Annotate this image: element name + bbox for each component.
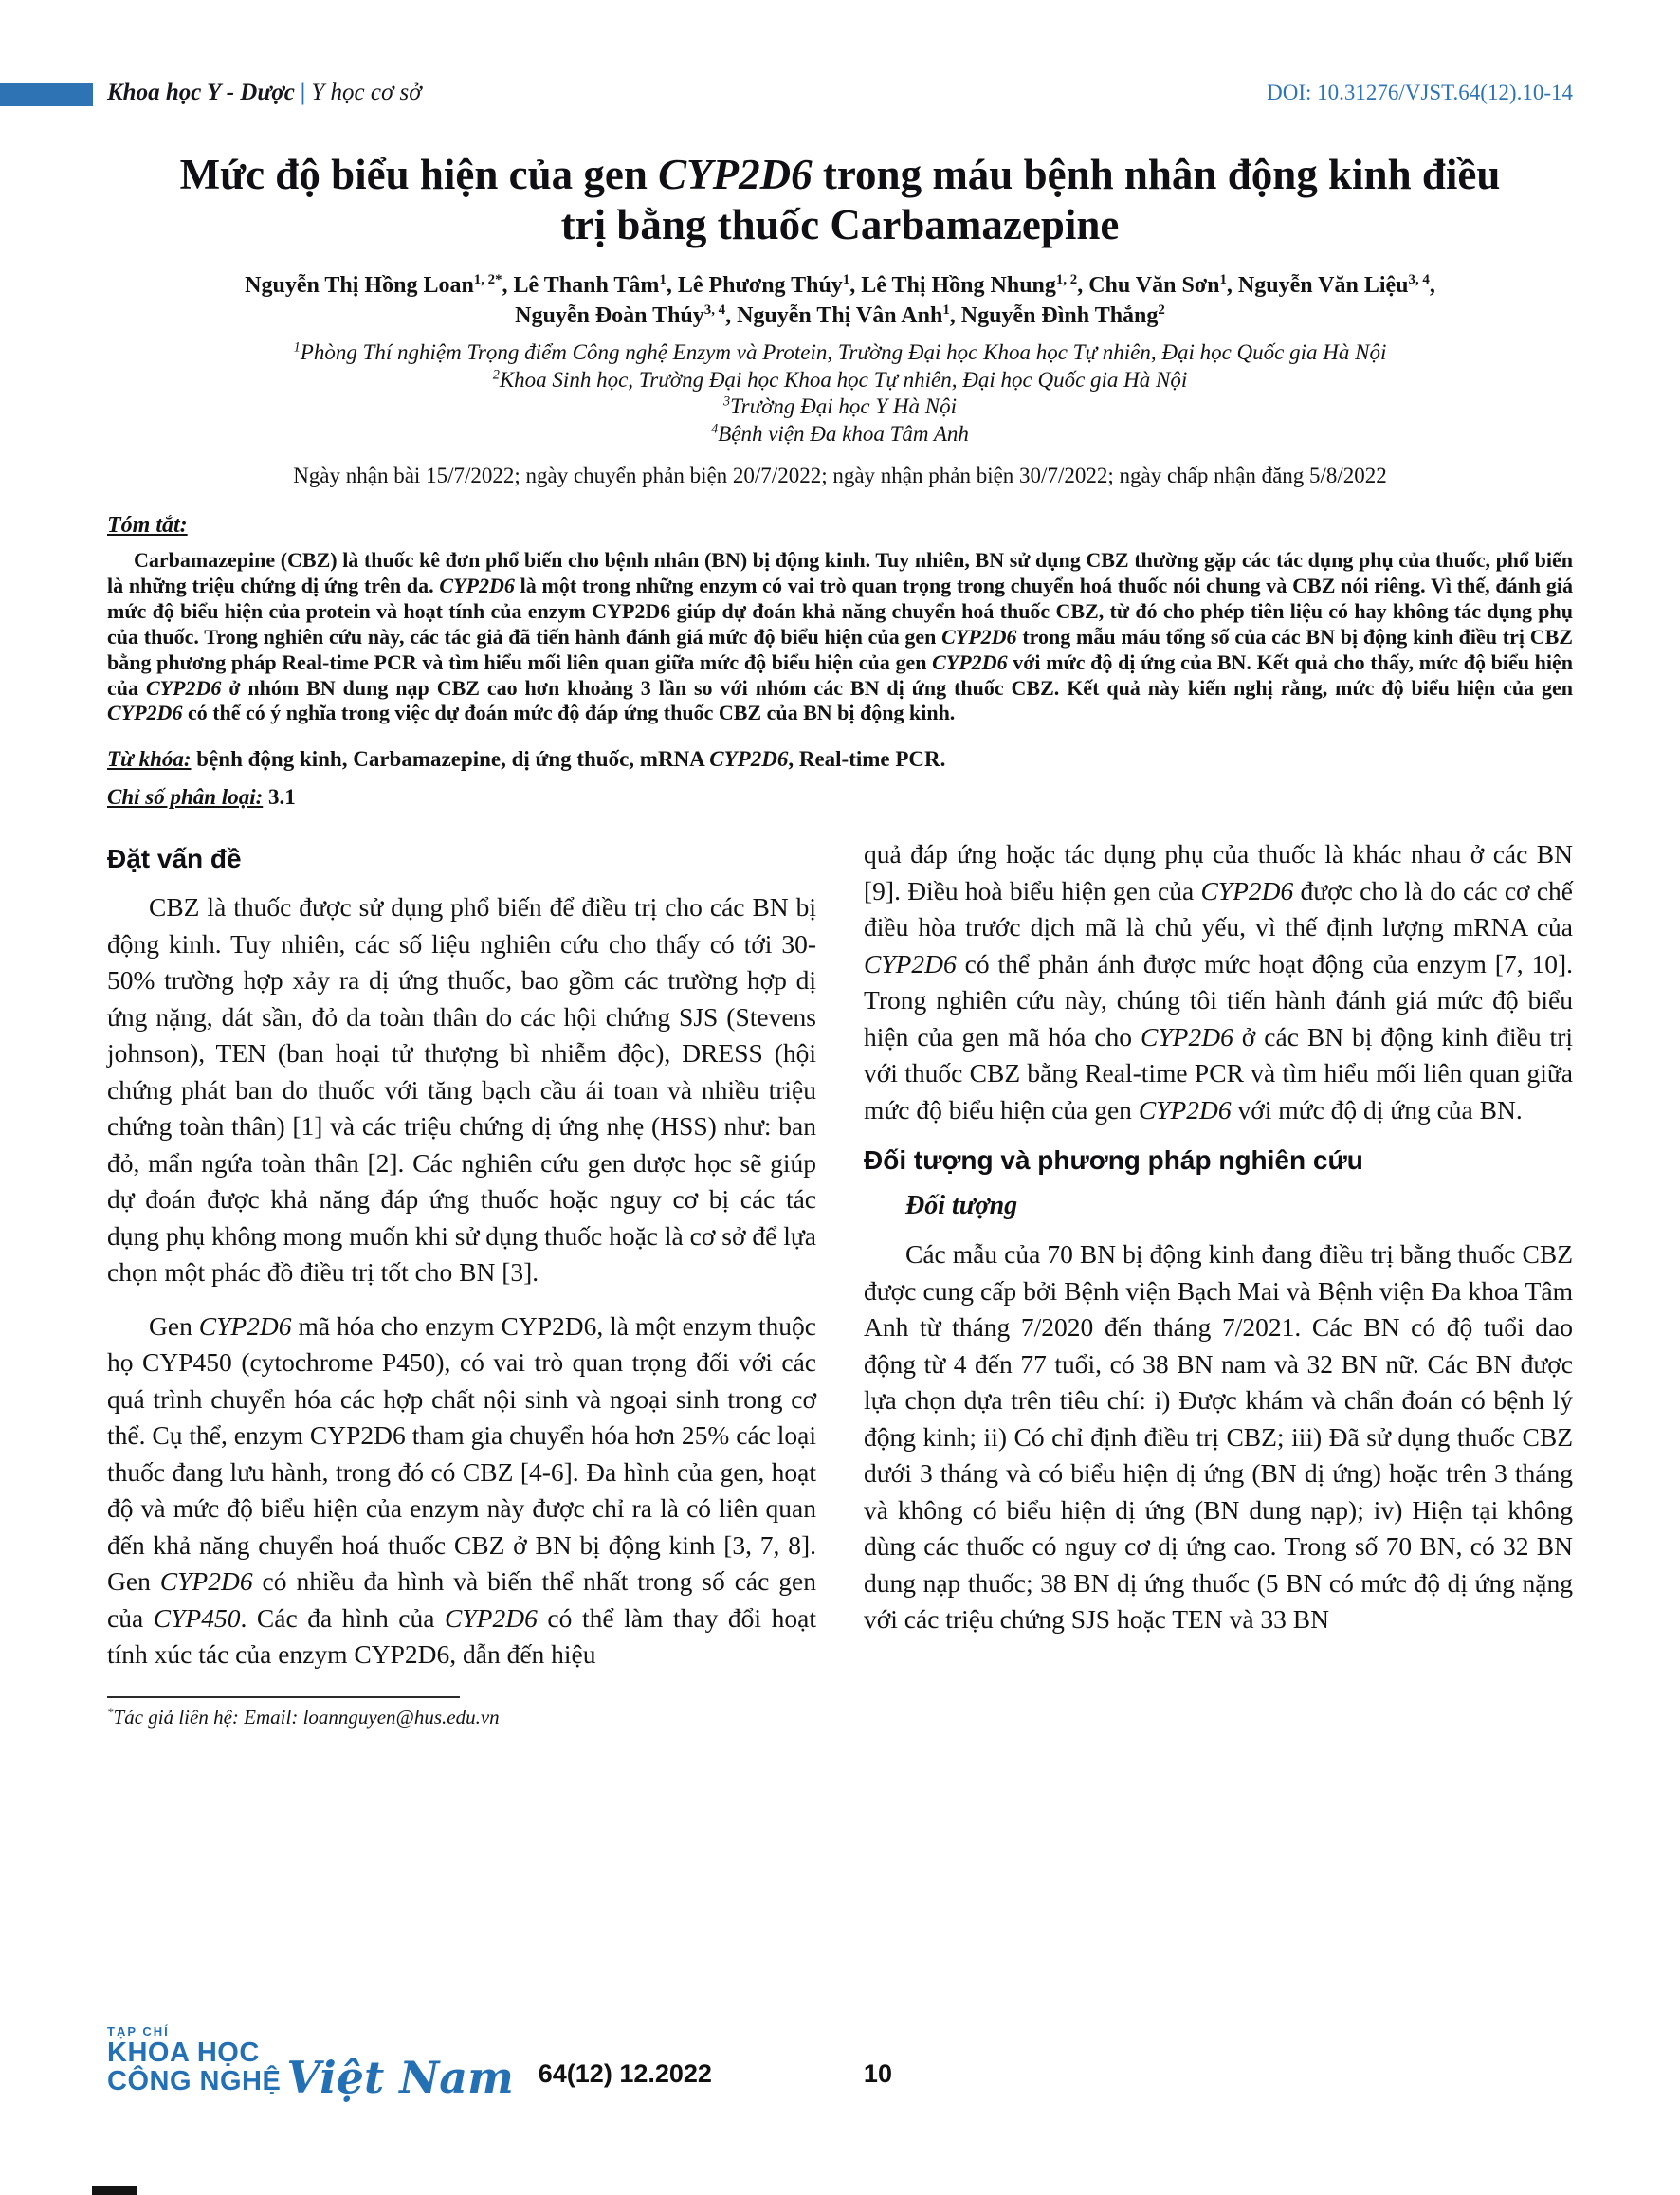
paragraph-continued: quả đáp ứng hoặc tác dụng phụ của thuốc là khác nhau ở các BN [9]. Điều hoà biểu hiện gen của CYP2D6 được cho là do các cơ chế điều hòa trước dịch mã là chủ yếu, vì thế định lượng mRNA của CYP2D6 có thể phản ánh được mức hoạt động của enzym [7, 10]. Trong nghiên cứu này, chúng tôi tiến hành đánh giá mức độ biểu hiện của gen mã hóa cho CYP2D6 ở các BN bị động kinh điều trị với thuốc CBZ bằng Real-time PCR và tìm hiểu mối liên quan giữa mức độ biểu hiện của gen CYP2D6 với mức độ dị ứng của BN. <box>864 839 1573 1125</box>
authors-line-2: Nguyễn Đoàn Thúy$^{3, 4}$, Nguyễn Thị Vân Anh$^1$, Nguyễn Đình Thắng$^2$ <box>515 302 1165 328</box>
submission-dates: Ngày nhận bài 15/7/2022; ngày chuyển phản biện 20/7/2022; ngày nhận phản biện 30/7/2022; ngày chấp nhận đăng 5/8/2022 <box>293 464 1387 488</box>
classification-line <box>107 785 1573 810</box>
authors-line-1: Nguyễn Thị Hồng Loan$^{1, 2*}$, Lê Thanh Tâm$^1$, Lê Phương Thúy$^1$, Lê Thị Hồng Nhung$^{1, 2}$, Chu Văn Sơn$^1$, Nguyễn Văn Liệu$^{3, 4}$, <box>245 272 1435 299</box>
corresponding-author-note <box>107 1706 1573 1729</box>
page-bottom-mark <box>92 2186 137 2195</box>
affiliation-2: $^2$Khoa Sinh học, Trường Đại học Khoa học Tự nhiên, Đại học Quốc gia Hà Nội <box>492 366 1188 392</box>
page-footer <box>107 2023 1573 2103</box>
journal-logo-line-khoahoc: KHOA HỌC <box>107 2037 260 2068</box>
email-link[interactable]: loannguyen@hus.edu.vn <box>302 1705 500 1729</box>
classification-value: 3.1 <box>268 785 296 810</box>
authors-block <box>107 271 1573 331</box>
doi-link[interactable]: DOI: 10.31276/VJST.64(12).10-14 <box>1267 81 1573 104</box>
abstract-label: Tóm tắt: <box>107 513 188 539</box>
running-head <box>107 80 422 106</box>
subsection-label: Y học cơ sở <box>311 80 422 105</box>
classification-label: Chỉ số phân loại: <box>107 785 264 810</box>
paragraph: CBZ là thuốc được sử dụng phổ biến để điều trị cho các BN bị động kinh. Tuy nhiên, các số liệu nghiên cứu cho thấy có tới 30-50% trường hợp xảy ra dị ứng thuốc, bao gồm các trường hợp dị ứng nặng, dát sần, đỏ da toàn thân do các hội chứng SJS (Stevens johnson), TEN (ban hoại tử thượng bì nhiễm độc), DRESS (hội chứng phát ban do thuốc với tăng bạch cầu ái toan và nhiều triệu chứng toàn thân) [1] và các triệu chứng dị ứng nhẹ (HSS) như: ban đỏ, mẩn ngứa toàn thân [2]. Các nghiên cứu gen dược học sẽ giúp dự đoán được khả năng đáp ứng thuốc hoặc nguy cơ bị các tác dụng phụ không mong muốn khi sử dụng thuốc hoặc là cơ sở để lựa chọn một phác đồ điều trị tốt cho BN [3]. <box>107 892 816 1288</box>
affiliation-4: $^4$Bệnh viện Đa khoa Tâm Anh <box>711 421 969 447</box>
affiliations-block <box>107 339 1573 449</box>
corresponding-author-label: *Tác giả liên hệ: Email: <box>107 1704 303 1729</box>
body-columns <box>107 836 1573 1691</box>
journal-logo-script: Việt Nam <box>286 2051 514 2103</box>
section-heading-methods: Đối tượng và phương pháp nghiên cứu <box>864 1145 1363 1176</box>
affiliation-3: $^3$Trường Đại học Y Hà Nội <box>722 393 957 419</box>
journal-logo-stack <box>107 2024 281 2096</box>
affiliation-1: $^1$Phòng Thí nghiệm Trọng điểm Công nghệ Enzym và Protein, Trường Đại học Khoa học Tự nhiên, Đại học Quốc gia Hà Nội <box>293 338 1387 364</box>
keywords-label: Từ khóa: <box>107 747 192 772</box>
page-number: 10 <box>863 2059 892 2088</box>
subsection-heading-subjects: Đối tượng <box>905 1191 1018 1221</box>
running-header <box>107 80 1573 106</box>
article-title: Mức độ biểu hiện của gen CYP2D6 trong máu bệnh nhân động kinh điều trị bằng thuốc Carbamazepine <box>179 151 1501 249</box>
keywords-text: bệnh động kinh, Carbamazepine, dị ứng thuốc, mRNA CYP2D6, Real-time PCR. <box>196 747 946 772</box>
journal-logo-tagline: TẠP CHÍ <box>107 2023 170 2039</box>
paragraph: Gen CYP2D6 mã hóa cho enzym CYP2D6, là một enzym thuộc họ CYP450 (cytochrome P450), có vai trò quan trọng đối với các quá trình chuyển hóa các hợp chất nội sinh và ngoại sinh trong cơ thể. Cụ thể, enzym CYP2D6 tham gia chuyển hóa hơn 25% các loại thuốc đang lưu hành, trong đó có CBZ [4-6]. Đa hình của gen, hoạt độ và mức độ biểu hiện của enzym này được chỉ ra là có liên quan đến khả năng chuyển hoá thuốc CBZ ở BN bị động kinh [3, 7, 8]. Gen CYP2D6 có nhiều đa hình và biến thể nhất trong số các gen của CYP450. Các đa hình của CYP2D6 có thể làm thay đổi hoạt tính xúc tác của enzym CYP2D6, dẫn đến hiệu <box>107 1310 817 1670</box>
left-column <box>107 836 816 1691</box>
footnote-block <box>107 1696 1573 1729</box>
header-accent-bar <box>0 83 93 106</box>
section-heading-introduction: Đặt vấn đề <box>107 844 242 874</box>
abstract-text: Carbamazepine (CBZ) là thuốc kê đơn phổ biến cho bệnh nhân (BN) bị động kinh. Tuy nhiên, BN sử dụng CBZ thường gặp các tác dụng phụ của thuốc, phổ biến là những triệu chứng dị ứng trên da. CYP2D6 là một trong những enzym có vai trò quan trọng trong chuyển hoá thuốc nói chung và CBZ nói riêng. Vì thế, đánh giá mức độ biểu hiện của protein và hoạt tính của enzym CYP2D6 giúp dự đoán khả năng chuyển hoá thuốc CBZ, từ đó cho phép tiên liệu có hay không tác dụng phụ của thuốc. Trong nghiên cứu này, các tác giả đã tiến hành đánh giá mức độ biểu hiện của gen CYP2D6 trong mẫu máu tổng số của các BN bị động kinh điều trị CBZ bằng phương pháp Real-time PCR và tìm hiểu mối liên quan giữa mức độ biểu hiện của gen CYP2D6 với mức độ dị ứng của BN. Kết quả cho thấy, mức độ biểu hiện của CYP2D6 ở nhóm BN dung nạp CBZ cao hơn khoảng 3 lần so với nhóm các BN dị ứng thuốc CBZ. Kết quả này kiến nghị rằng, mức độ biểu hiện của gen CYP2D6 có thể có ý nghĩa trong việc dự đoán mức độ đáp ứng thuốc CBZ của BN bị động kinh. <box>107 548 1574 725</box>
journal-logo <box>107 2023 514 2103</box>
right-column <box>864 836 1573 1691</box>
paragraph: Các mẫu của 70 BN bị động kinh đang điều trị bằng thuốc CBZ được cung cấp bởi Bệnh viện Bạch Mai và Bệnh viện Đa khoa Tâm Anh từ tháng 7/2020 đến tháng 7/2021. Các BN có độ tuổi dao động từ 4 đến 77 tuổi, có 38 BN nam và 32 BN nữ. Các BN được lựa chọn dựa trên tiêu chí: i) Được khám và chẩn đoán có bệnh lý động kinh; ii) Có chỉ định điều trị CBZ; iii) Đã sử dụng thuốc CBZ dưới 3 tháng và có biểu hiện dị ứng (BN dị ứng) hoặc trên 3 tháng và không có biểu hiện dị ứng (BN dung nạp); iv) Hiện tại không dùng các thuốc có nguy cơ dị ứng cao. Trong số 70 BN, có 32 BN dung nạp thuốc; 38 BN dị ứng thuốc (5 BN có mức độ dị ứng nặng với các triệu chứng SJS hoặc TEN và 33 BN <box>864 1239 1573 1635</box>
issue-info: 64(12) 12.2022 <box>538 2059 712 2088</box>
footnote-rule <box>107 1696 460 1698</box>
section-label: Khoa học Y - Dược <box>107 80 295 105</box>
journal-logo-line-congnghe: CÔNG NGHỆ <box>107 2066 282 2097</box>
keywords-line <box>107 747 1573 772</box>
section-divider: | <box>300 80 306 105</box>
